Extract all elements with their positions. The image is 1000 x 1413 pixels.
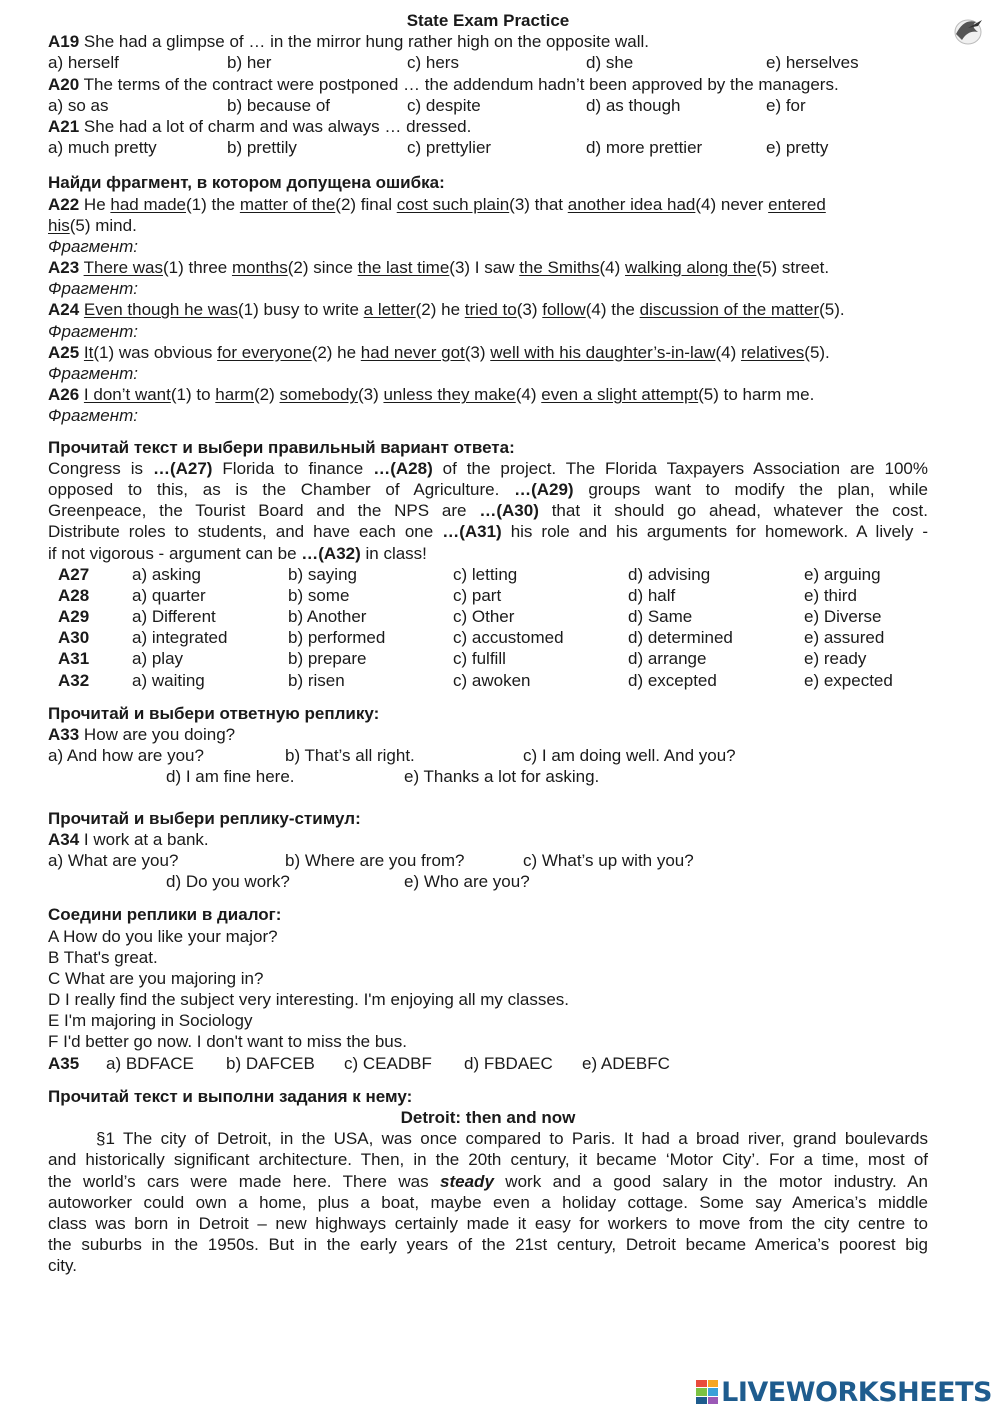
page-title: State Exam Practice [406,11,570,30]
fragment-1[interactable]: There was [83,258,163,278]
text: (5) to harm me. [698,385,815,405]
fragment-5[interactable]: walking along the [625,258,757,278]
text: (3) [464,342,491,362]
question-a23 [48,257,928,278]
option-a[interactable]: a) And how are you? [48,746,204,766]
option-b[interactable]: b) prettily [227,138,297,158]
options-a34-row2 [48,871,928,892]
reading-title: Detroit: then and now [400,1108,576,1127]
fragment-4[interactable]: another idea had [567,194,696,214]
option-d[interactable]: d) I am fine here. [166,767,295,787]
liveworksheets-mark-icon [696,1380,718,1404]
option-b[interactable]: b) her [227,53,272,73]
option-e[interactable]: e) Thanks a lot for asking. [404,767,600,787]
option-a[interactable]: a) asking [132,564,201,584]
reading-line: class was born in Detroit – new highways certainly made it easy for workers to move from the city centre to [48,1213,928,1233]
fragment-3[interactable]: had never got [360,342,465,362]
cloze-line [48,458,928,479]
fragment-answer-label: Фрагмент: [48,321,138,341]
text: (2) he [311,342,361,362]
text: (4) [715,342,741,362]
question-text: She had a glimpse of … in the mirror hung rather high on the opposite wall. [79,32,650,52]
option-b[interactable]: b) prepare [288,649,367,669]
text: (1) was obvious [93,342,218,362]
fragment-4[interactable]: follow [542,300,586,320]
option-a[interactable]: a) herself [48,53,119,73]
option-e[interactable]: e) assured [804,628,885,648]
fragment-1[interactable]: I don’t want [83,385,171,405]
text: (2) he [415,300,465,320]
text: (3) [516,300,543,320]
question-a20 [48,74,928,95]
text: in class! [360,543,427,563]
text: if not vigorous - argument can be [48,543,302,563]
section-heading-stimulus: Прочитай и выбери реплику-стимул: [48,808,361,828]
fragment-2[interactable]: months [231,258,288,278]
option-b[interactable]: b) because of [227,95,331,115]
text: Distribute roles to students, and have each one [48,522,443,542]
options-a20 [48,95,928,116]
reading-line: city. [48,1256,77,1276]
text: He [79,194,111,214]
option-d[interactable]: d) more prettier [586,138,703,158]
options-a19 [48,52,928,73]
question-number: A25 [48,342,80,362]
option-d[interactable]: d) FBDAEC [464,1053,553,1073]
row-number: A28 [58,585,90,605]
option-c[interactable]: c) Other [453,607,515,627]
text: opposed to this, as is the Chamber of Agriculture. [48,479,515,499]
gap-a31[interactable]: …(A31) [442,522,502,542]
option-c[interactable]: c) What’s up with you? [523,850,694,870]
choice-row-a27 [48,564,928,585]
dialog-line: E I'm majoring in Sociology [48,1011,253,1031]
text: (4) never [695,194,769,214]
option-d[interactable]: d) determined [628,628,733,648]
reading-paragraph [48,1128,928,1276]
question-a22-cont [48,215,928,236]
gap-a32[interactable]: …(A32) [301,543,361,563]
option-d[interactable]: d) as though [586,95,681,115]
text: (2) final [335,194,397,214]
row-number: A29 [58,607,90,627]
fragment-answer-label: Фрагмент: [48,279,138,299]
section-heading-reading: Прочитай текст и выполни задания к нему: [48,1086,413,1106]
reading-line: the suburbs in the 1950s. But in the early years of the 21st century, Detroit became America’s poorest big [48,1235,928,1255]
option-d[interactable]: d) excepted [628,670,717,690]
question-number: A34 [48,829,80,849]
gap-a28[interactable]: …(A28) [373,458,433,478]
option-b[interactable]: b) That’s all right. [285,746,415,766]
question-a22 [48,194,928,215]
question-text: The terms of the contract were postponed … the addendum hadn’t been approved by the managers. [79,74,839,94]
fragment-answer-label: Фрагмент: [48,406,138,426]
option-e[interactable]: e) herselves [766,53,859,73]
text: (4) [515,385,542,405]
option-c[interactable]: c) prettylier [407,138,492,158]
options-a33-row2 [48,766,928,787]
options-a35 [48,1053,928,1074]
text: Greenpeace, the Tourist Board and the NPS are [48,501,480,521]
dialog-line: B That's great. [48,947,158,967]
option-a[interactable]: a) so as [48,95,109,115]
text: work and a good salary in the motor industry. An [493,1171,928,1191]
option-d[interactable]: d) advising [628,564,711,584]
fragment-2[interactable]: matter of the [239,194,336,214]
gap-a27[interactable]: …(A27) [152,458,213,478]
question-number: A19 [48,32,80,52]
reading-line: §1 The city of Detroit, in the USA, was once compared to Paris. It had a broad river, grand boulevards [96,1129,928,1149]
option-e[interactable]: e) arguing [804,564,881,584]
text: (4) the [585,300,640,320]
row-number: A30 [58,628,90,648]
worksheet [48,10,928,1277]
option-a[interactable]: a) integrated [132,628,228,648]
question-number: A23 [48,258,80,278]
fragment-1[interactable]: had made [110,194,186,214]
cloze-line [48,543,928,564]
dialog-line: F I'd better go now. I don't want to miss the bus. [48,1032,407,1052]
option-b[interactable]: b) saying [288,564,357,584]
cloze-line [48,521,928,542]
option-b[interactable]: b) DAFCEB [226,1053,315,1073]
fragment-3[interactable]: tried to [464,300,517,320]
option-b[interactable]: b) risen [288,670,345,690]
question-text: She had a lot of charm and was always … dressed. [79,116,472,136]
text: that it should go ahead, whatever the cost. [538,501,928,521]
corner-bird-logo [948,10,988,50]
question-a33 [48,724,928,745]
fragment-answer-label: Фрагмент: [48,236,138,256]
choice-row-a29 [48,606,928,627]
text: (5) street. [756,258,830,278]
fragment-5[interactable]: even a slight attempt [541,385,699,405]
gap-a29[interactable]: …(A29) [514,479,574,499]
question-text: I work at a bank. [79,829,209,849]
liveworksheets-logo [696,1377,992,1407]
option-a[interactable]: a) BDFACE [106,1053,194,1073]
fragment-5[interactable]: relatives [740,342,805,362]
reading-line: and historically significant architecture. Then, in the 20th century, it became ‘Motor City’. For a time, most of [48,1150,928,1170]
fragment-2[interactable]: a letter [363,300,416,320]
text: (5). [819,300,845,320]
option-e[interactable]: e) expected [804,670,893,690]
choice-row-a31 [48,648,928,669]
option-e[interactable]: e) ADEBFC [582,1053,670,1073]
dialog-line: A How do you like your major? [48,926,278,946]
fragment-5[interactable]: his [48,215,70,235]
fragment-2[interactable]: for everyone [217,342,312,362]
option-c[interactable]: c) part [453,585,502,605]
text: the world’s cars were made here. There was [48,1171,441,1191]
fragment-2[interactable]: harm [215,385,255,405]
section-heading-cloze: Прочитай текст и выбери правильный вариант ответа: [48,437,515,457]
option-a[interactable]: a) What are you? [48,850,179,870]
option-b[interactable]: b) Another [288,607,367,627]
text: (5) mind. [69,215,137,235]
row-number: A32 [58,670,90,690]
text: (1) busy to write [237,300,364,320]
reading-line: autoworker could own a home, plus a boat, maybe even a holiday cottage. Some say America’s middle [48,1192,928,1212]
text: (4) [599,258,626,278]
reading-line [48,1171,928,1192]
text: (1) the [186,194,240,214]
option-b[interactable]: b) Where are you from? [285,850,465,870]
text: (1) three [162,258,232,278]
question-a24 [48,299,928,320]
option-d[interactable]: d) she [586,53,634,73]
choice-row-a32 [48,670,928,691]
question-number: A24 [48,300,80,320]
question-number: A33 [48,725,80,744]
option-e[interactable]: e) Diverse [804,607,882,627]
question-a34 [48,829,928,850]
option-c[interactable]: c) despite [407,95,481,115]
emphasized-word[interactable]: steady [440,1171,494,1191]
option-d[interactable]: d) arrange [628,649,707,669]
option-c[interactable]: c) fulfill [453,649,506,669]
options-a34 [48,850,928,871]
option-e[interactable]: e) Who are you? [404,872,530,892]
text: Florida to finance [212,458,374,478]
question-number: A21 [48,116,80,136]
option-e[interactable]: e) pretty [766,138,829,158]
text: (2) [254,385,280,405]
option-c[interactable]: c) accustomed [453,628,564,648]
cloze-line [48,500,928,521]
question-a25 [48,342,928,363]
question-number: A26 [48,385,80,405]
option-d[interactable]: d) Do you work? [166,872,290,892]
fragment-3[interactable]: the last time [357,258,450,278]
fragment-4[interactable]: well with his daughter’s-in-law [490,342,716,362]
option-e[interactable]: e) ready [804,649,867,669]
option-c[interactable]: c) letting [453,564,518,584]
option-e[interactable]: e) third [804,585,857,605]
option-a[interactable]: a) quarter [132,585,206,605]
fragment-answer-label: Фрагмент: [48,364,138,383]
question-a26 [48,384,928,405]
option-a[interactable]: a) Different [132,607,216,627]
fragment-5[interactable]: entered [768,194,826,214]
text: (3) I saw [449,258,520,278]
text: (5). [804,342,830,362]
fragment-3[interactable]: somebody [279,385,358,405]
text: groups want to modify the plan, while [573,479,928,499]
fragment-4[interactable]: unless they make [383,385,516,405]
brand-text: LIVEWORKSHEETS [721,1376,992,1408]
text: (1) to [170,385,216,405]
text: of the project. The Florida Taxpayers Association are 100% [432,458,928,478]
text: (3) that [509,194,568,214]
option-a[interactable]: a) much pretty [48,138,157,158]
text: (2) since [287,258,358,278]
dialog-line: C What are you majoring in? [48,968,264,988]
option-b[interactable]: b) some [288,585,350,605]
question-a19 [48,31,928,52]
option-d[interactable]: d) half [628,585,676,605]
dialog-line: D I really find the subject very interesting. I'm enjoying all my classes. [48,990,570,1010]
question-number: A35 [48,1053,80,1073]
fragment-1[interactable]: It [83,342,94,362]
fragment-4[interactable]: the Smiths [519,258,600,278]
options-a21 [48,137,928,158]
row-number: A27 [58,564,90,584]
section-heading-errors: Найди фрагмент, в котором допущена ошибка: [48,173,445,193]
option-c[interactable]: c) hers [407,53,459,73]
choice-row-a28 [48,585,928,606]
row-number: A31 [58,649,90,669]
question-text: How are you doing? [79,725,236,744]
fragment-3[interactable]: cost such plain [396,194,510,214]
option-c[interactable]: c) CEADBF [344,1053,432,1073]
option-e[interactable]: e) for [766,95,806,115]
options-a33 [48,745,928,766]
text: Congress is [48,458,153,478]
question-number: A22 [48,194,80,214]
fragment-1[interactable]: Even though he was [83,300,238,320]
text: (3) [357,385,384,405]
option-b[interactable]: b) performed [288,628,386,648]
question-number: A20 [48,74,80,94]
option-a[interactable]: a) play [132,649,184,669]
option-a[interactable]: a) waiting [132,670,205,690]
fragment-5[interactable]: discussion of the matter [639,300,820,320]
option-d[interactable]: d) Same [628,607,693,627]
section-heading-dialog: Соедини реплики в диалог: [48,905,282,925]
section-heading-reply: Прочитай и выбери ответную реплику: [48,703,380,723]
choice-row-a30 [48,627,928,648]
text: his role and his arguments for homework. A lively - [501,522,928,542]
option-c[interactable]: c) I am doing well. And you? [523,746,736,766]
question-a21 [48,116,928,137]
option-c[interactable]: c) awoken [453,670,531,690]
cloze-line [48,479,928,500]
gap-a30[interactable]: …(A30) [479,501,539,521]
